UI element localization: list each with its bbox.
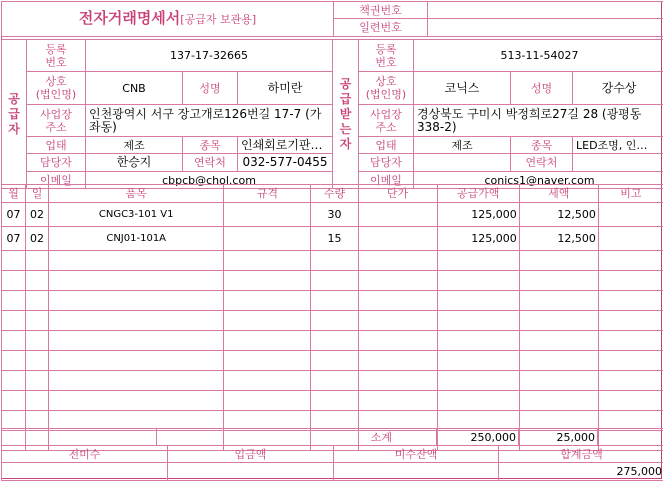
buyer-reg-no: 513-11-54027 — [414, 40, 663, 72]
cell-tax — [519, 371, 598, 391]
subtotal-tax: 25,000 — [519, 429, 598, 446]
cell-day — [26, 271, 49, 291]
cell-spec — [224, 311, 311, 331]
cell-qty — [311, 391, 358, 411]
cell-month — [2, 311, 26, 331]
cell-spec — [224, 227, 311, 251]
cell-tax — [519, 351, 598, 371]
subtotal-supply-amount: 250,000 — [437, 429, 519, 446]
cell-qty — [311, 331, 358, 351]
supplier-biz-item-label: 종목 — [183, 137, 238, 154]
cell-day — [26, 351, 49, 371]
supplier-reg-no-label: 등록 번호 — [27, 40, 86, 72]
col-day: 일 — [26, 185, 49, 203]
book-no-value — [428, 2, 663, 19]
cell-unit-price — [358, 351, 437, 371]
cell-month — [2, 251, 26, 271]
subtotal-label: 소계 — [157, 429, 437, 446]
serial-no-label: 일련번호 — [334, 19, 428, 37]
cell-qty: 30 — [311, 203, 358, 227]
supplier-email: cbpcb@chol.com — [86, 172, 333, 189]
supplier-email-label: 이메일 — [27, 172, 86, 189]
title-sub: [공급자 보관용] — [180, 13, 256, 26]
buyer-contact — [573, 154, 663, 172]
cell-qty: 15 — [311, 227, 358, 251]
table-row — [2, 271, 663, 291]
supplier-contact-label: 연락처 — [183, 154, 238, 172]
footer-table — [1, 445, 663, 481]
col-spec: 규격 — [224, 185, 311, 203]
paid-label: 입금액 — [168, 446, 334, 463]
cell-unit-price — [358, 371, 437, 391]
table-row — [2, 351, 663, 371]
buyer-section-label: 공 급 받 는 자 — [333, 40, 359, 189]
cell-item — [49, 311, 224, 331]
col-supply-amount: 공급가액 — [437, 185, 519, 203]
cell-month — [2, 371, 26, 391]
cell-supply-amount: 125,000 — [437, 227, 519, 251]
buyer-name-label: 성명 — [511, 72, 573, 105]
title-main: 전자거래명세서 — [79, 9, 180, 27]
cell-item — [49, 271, 224, 291]
supplier-biz-item: 인쇄회로기판… — [238, 137, 333, 154]
items-table — [1, 184, 663, 451]
buyer-contact-label: 연락처 — [511, 154, 573, 172]
cell-supply-amount — [437, 271, 519, 291]
cell-qty — [311, 271, 358, 291]
balance-label: 미수잔액 — [334, 446, 499, 463]
buyer-reg-no-label: 등록 번호 — [359, 40, 414, 72]
supplier-section-label: 공 급 자 — [2, 40, 27, 189]
buyer-table — [332, 39, 663, 189]
cell-note — [598, 331, 663, 351]
cell-note — [598, 203, 663, 227]
cell-tax — [519, 331, 598, 351]
col-month: 월 — [2, 185, 26, 203]
cell-spec — [224, 351, 311, 371]
cell-tax — [519, 271, 598, 291]
cell-tax — [519, 311, 598, 331]
cell-qty — [311, 291, 358, 311]
cell-month — [2, 271, 26, 291]
cell-unit-price — [358, 331, 437, 351]
supplier-biz-type-label: 업태 — [27, 137, 86, 154]
supplier-address: 인천광역시 서구 장고개로126번길 17-7 (가좌동) — [86, 105, 333, 137]
table-row — [2, 291, 663, 311]
buyer-biz-item: LED조명, 인… — [573, 137, 663, 154]
supplier-manager: 한승지 — [86, 154, 183, 172]
cell-tax: 12,500 — [519, 203, 598, 227]
cell-tax: 12,500 — [519, 227, 598, 251]
buyer-manager — [414, 154, 511, 172]
total-value: 275,000 — [499, 463, 663, 481]
buyer-address: 경상북도 구미시 박정희로27길 28 (광평동 338-2) — [414, 105, 663, 137]
supplier-name: 하미란 — [238, 72, 333, 105]
buyer-email: conics1@naver.com — [414, 172, 663, 189]
table-row — [2, 203, 663, 227]
cell-tax — [519, 391, 598, 411]
buyer-manager-label: 담당자 — [359, 154, 414, 172]
cell-unit-price — [358, 227, 437, 251]
col-note: 비고 — [598, 185, 663, 203]
cell-spec — [224, 391, 311, 411]
table-row — [2, 371, 663, 391]
cell-qty — [311, 311, 358, 331]
table-row — [2, 391, 663, 411]
cell-item — [49, 371, 224, 391]
buyer-biz-item-label: 종목 — [511, 137, 573, 154]
cell-supply-amount — [437, 331, 519, 351]
supplier-company-label: 상호 (법인명) — [27, 72, 86, 105]
serial-no-value — [428, 19, 663, 37]
buyer-name: 강수상 — [573, 72, 663, 105]
items-header-row — [2, 185, 663, 203]
cell-supply-amount — [437, 311, 519, 331]
cell-month — [2, 391, 26, 411]
supplier-manager-label: 담당자 — [27, 154, 86, 172]
supplier-contact: 032-577-0455 — [238, 154, 333, 172]
cell-supply-amount: 125,000 — [437, 203, 519, 227]
footer-label-row — [2, 446, 663, 463]
cell-supply-amount — [437, 291, 519, 311]
supplier-address-label: 사업장 주소 — [27, 105, 86, 137]
footer-value-row — [2, 463, 663, 481]
cell-note — [598, 391, 663, 411]
buyer-biz-type-label: 업태 — [359, 137, 414, 154]
cell-spec — [224, 291, 311, 311]
cell-tax — [519, 251, 598, 271]
cell-note — [598, 251, 663, 271]
cell-unit-price — [358, 311, 437, 331]
supplier-reg-no: 137-17-32665 — [86, 40, 333, 72]
col-tax: 세액 — [519, 185, 598, 203]
cell-unit-price — [358, 291, 437, 311]
cell-note — [598, 311, 663, 331]
buyer-company-label: 상호 (법인명) — [359, 72, 414, 105]
book-no-label: 책권번호 — [334, 2, 428, 19]
subtotal-row — [2, 429, 663, 446]
cell-unit-price — [358, 251, 437, 271]
cell-item — [49, 291, 224, 311]
cell-day: 02 — [26, 227, 49, 251]
cell-item — [49, 251, 224, 271]
cell-qty — [311, 251, 358, 271]
document-title — [2, 2, 334, 37]
cell-spec — [224, 271, 311, 291]
cell-day — [26, 311, 49, 331]
total-label: 합계금액 — [499, 446, 663, 463]
cell-day — [26, 371, 49, 391]
cell-note — [598, 291, 663, 311]
cell-month: 07 — [2, 203, 26, 227]
cell-day — [26, 291, 49, 311]
balance-value — [334, 463, 499, 481]
col-item: 품목 — [49, 185, 224, 203]
cell-unit-price — [358, 391, 437, 411]
cell-spec — [224, 371, 311, 391]
buyer-address-label: 사업장 주소 — [359, 105, 414, 137]
supplier-name-label: 성명 — [183, 72, 238, 105]
cell-item — [49, 331, 224, 351]
cell-qty — [311, 351, 358, 371]
cell-spec — [224, 203, 311, 227]
cell-note — [598, 351, 663, 371]
cell-item: CNGC3-101 V1 — [49, 203, 224, 227]
cell-day: 02 — [26, 203, 49, 227]
supplier-company: CNB — [86, 72, 183, 105]
col-unit-price: 단가 — [358, 185, 437, 203]
buyer-biz-type: 제조 — [414, 137, 511, 154]
header-table — [1, 1, 663, 37]
supplier-biz-type: 제조 — [86, 137, 183, 154]
cell-item — [49, 391, 224, 411]
unpaid-label: 전미수 — [2, 446, 168, 463]
cell-note — [598, 371, 663, 391]
cell-month — [2, 331, 26, 351]
table-row — [2, 227, 663, 251]
cell-supply-amount — [437, 251, 519, 271]
cell-day — [26, 251, 49, 271]
transaction-statement — [1, 1, 662, 479]
cell-qty — [311, 371, 358, 391]
cell-spec — [224, 251, 311, 271]
cell-note — [598, 271, 663, 291]
cell-spec — [224, 331, 311, 351]
cell-unit-price — [358, 203, 437, 227]
cell-note — [598, 227, 663, 251]
unpaid-value — [2, 463, 168, 481]
cell-item — [49, 351, 224, 371]
table-row — [2, 311, 663, 331]
buyer-company: 코닉스 — [414, 72, 511, 105]
summary-table — [1, 428, 663, 446]
cell-month — [2, 291, 26, 311]
cell-supply-amount — [437, 391, 519, 411]
table-row — [2, 331, 663, 351]
cell-unit-price — [358, 271, 437, 291]
table-row — [2, 251, 663, 271]
buyer-email-label: 이메일 — [359, 172, 414, 189]
cell-month: 07 — [2, 227, 26, 251]
cell-item: CNJ01-101A — [49, 227, 224, 251]
cell-tax — [519, 291, 598, 311]
cell-day — [26, 391, 49, 411]
cell-supply-amount — [437, 371, 519, 391]
supplier-table — [1, 39, 333, 189]
cell-supply-amount — [437, 351, 519, 371]
cell-day — [26, 331, 49, 351]
col-qty: 수량 — [311, 185, 358, 203]
paid-value — [168, 463, 334, 481]
cell-month — [2, 351, 26, 371]
